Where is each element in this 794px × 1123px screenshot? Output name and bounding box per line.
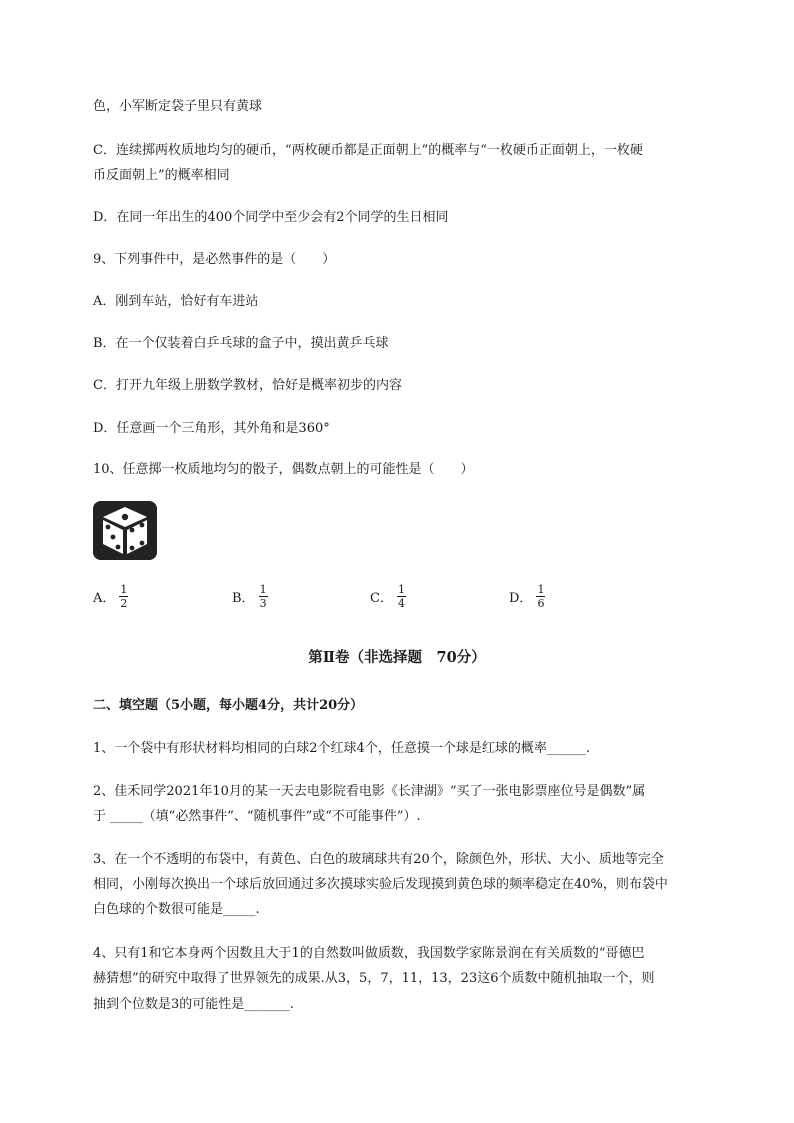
q10-option-d [509, 583, 545, 610]
option-c-line2: 币反面朝上”的概率相同 [93, 168, 230, 183]
fill-question-4-line3: 抽到个位数是3的可能性是_______. [93, 997, 294, 1012]
option-label: A． [93, 591, 116, 606]
q9-option-a: A．刚到车站，恰好有车进站 [93, 294, 259, 309]
q10-option-c [370, 583, 406, 610]
numerator: 1 [537, 583, 545, 596]
denominator: 2 [120, 597, 128, 610]
question-9: 9、下列事件中，是必然事件的是（ ） [93, 252, 336, 267]
option-label: B． [232, 591, 255, 606]
numerator: 1 [397, 583, 405, 596]
option-label: C． [370, 591, 393, 606]
numerator: 1 [259, 583, 267, 596]
q10-option-b [232, 583, 268, 610]
section-heading: 二、填空题（5小题，每小题4分，共计20分） [93, 698, 364, 713]
fill-question-3-line2: 相同，小刚每次换出一个球后放回通过多次摸球实验后发现摸到黄色球的频率稳定在40%，则布袋中 [93, 877, 668, 892]
fill-question-3-line3: 白色球的个数很可能是_____. [93, 902, 260, 917]
numerator: 1 [120, 583, 128, 596]
text-line: 色，小军断定袋子里只有黄球 [93, 99, 263, 114]
q9-option-d: D．任意画一个三角形，其外角和是360° [93, 421, 330, 436]
fraction [259, 583, 268, 610]
q9-option-c: C．打开九年级上册数学教材，恰好是概率初步的内容 [93, 378, 402, 393]
q9-option-b: B．在一个仅装着白乒乓球的盒子中，摸出黄乒乓球 [93, 336, 389, 351]
fill-question-1: 1、一个袋中有形状材料均相同的白球2个红球4个，任意摸一个球是红球的概率______. [93, 741, 590, 756]
fill-question-4-line1: 4、只有1和它本身两个因数且大于1的自然数叫做质数，我国数学家陈景润在有关质数的“哥德巴 [93, 946, 645, 961]
section-title: 第Ⅱ卷（非选择题 70分） [308, 649, 486, 666]
fill-question-2-line1: 2、佳禾同学2021年10月的某一天去电影院看电影《长津湖》“买了一张电影票座位号是偶数”属 [93, 784, 646, 799]
denominator: 4 [397, 597, 405, 610]
fraction [397, 583, 406, 610]
option-c-line1: C．连续掷两枚质地均匀的硬币，“两枚硬币都是正面朝上”的概率与“一枚硬币正面朝上，一枚硬 [93, 143, 643, 158]
option-d: D．在同一年出生的400个同学中至少会有2个同学的生日相同 [93, 210, 449, 225]
dice-icon [93, 501, 157, 560]
fraction [119, 583, 128, 610]
fill-question-2-line2: 于 _____（填“必然事件”、“随机事件”或“不可能事件”）. [93, 809, 421, 824]
fill-question-4-line2: 赫猜想”的研究中取得了世界领先的成果.从3，5，7，11，13，23这6个质数中随机抽取一个，则 [93, 971, 655, 986]
option-label: D． [509, 591, 533, 606]
q10-option-a [93, 583, 128, 610]
denominator: 6 [537, 597, 545, 610]
denominator: 3 [259, 597, 267, 610]
fill-question-3-line1: 3、在一个不透明的布袋中，有黄色、白色的玻璃球共有20个，除颜色外，形状、大小、质地等完全 [93, 852, 664, 867]
question-10: 10、任意掷一枚质地均匀的骰子，偶数点朝上的可能性是（ ） [93, 462, 474, 477]
fraction [536, 583, 545, 610]
